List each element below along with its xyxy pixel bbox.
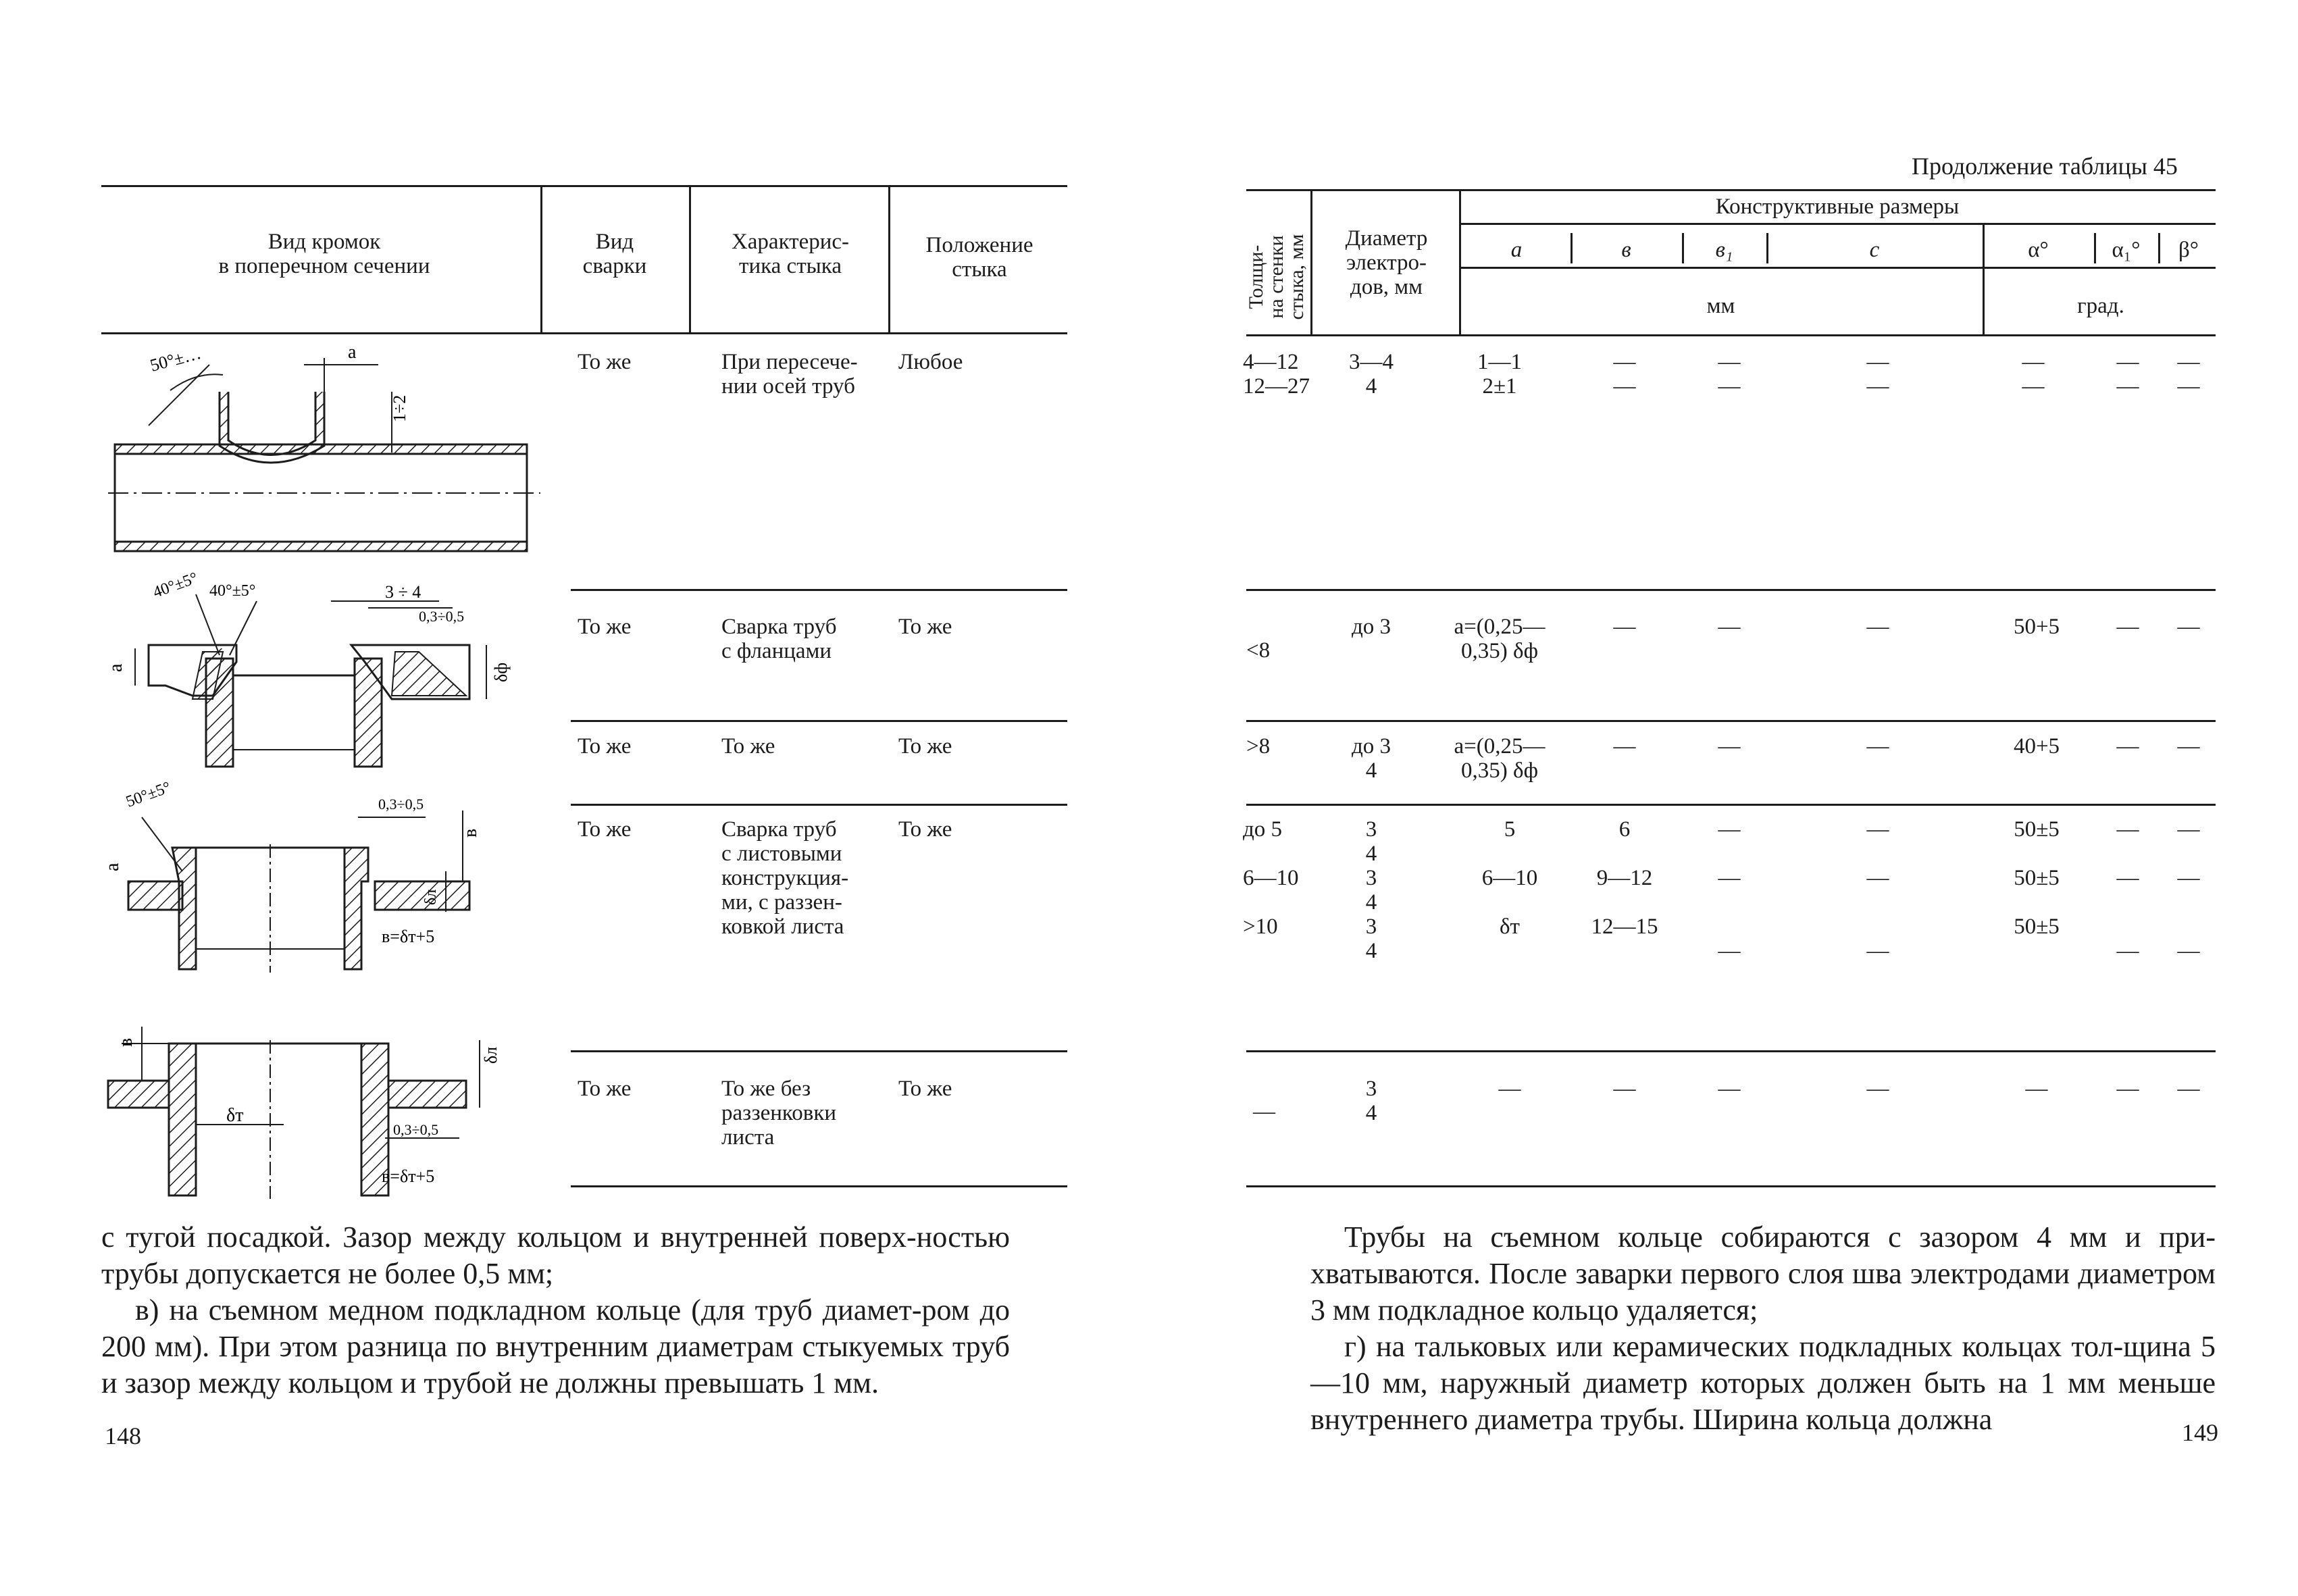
r1-v1: — —: [1718, 350, 1741, 398]
r1-c: — —: [1866, 350, 1889, 398]
r6-alpha: 50±5: [2014, 915, 2060, 939]
d3-a-label: а: [102, 863, 123, 871]
d2-dim2-label: 0,3÷0,5: [419, 608, 465, 625]
row1-weld-type: То же: [578, 350, 632, 374]
row5-joint-pos: То же: [898, 1077, 952, 1101]
right-row-sep-1: [1246, 589, 2216, 591]
right-table-header-rule: [1246, 334, 2216, 336]
left-body-text: [101, 1219, 1010, 1401]
row4-joint-pos: То же: [898, 817, 952, 842]
r3-a: а=(0,25— 0,35) δф: [1454, 734, 1546, 783]
left-row-sep-2: [571, 720, 1067, 722]
right-paragraph-2: г) на тальковых или керамических подкладных кольцах тол-щина 5—10 мм, наружный диаметр которых должен быть на 1 мм меньше внутреннего диаметра трубы. Ширина кольца должна: [1310, 1330, 2216, 1436]
d4-delta-t-label: δт: [226, 1105, 244, 1126]
left-table-top-rule: [101, 185, 1067, 187]
r7-electrode: 3 4: [1365, 1077, 1377, 1125]
r5-a: 6—10: [1481, 866, 1538, 890]
right-col-sep-3: [1983, 223, 1985, 334]
r6-electrode: 3 4: [1365, 915, 1377, 963]
d3-dim-label: 0,3÷0,5: [378, 796, 424, 813]
d4-dim-label: 0,3÷0,5: [393, 1121, 439, 1138]
left-col-sep-1: [540, 185, 542, 334]
left-page-number: 148: [105, 1422, 141, 1449]
r5-electrode: 3 4: [1365, 866, 1377, 915]
left-paragraph-2: в) на съемном медном подкладном кольце (для труб диамет-ром до 200 мм). При этом разница по внутренним диаметрам стыкуемых труб и зазор между кольцом и трубой не должны превышать 1 мм.: [101, 1293, 1010, 1399]
right-body-text: [1310, 1219, 2216, 1438]
left-row-sep-3: [571, 804, 1067, 806]
left-col-sep-2: [689, 185, 691, 334]
drawing-flange-joint: [101, 569, 540, 777]
left-row-sep-4: [571, 1050, 1067, 1052]
r6-a: δт: [1500, 915, 1520, 939]
r5-alpha: 50±5: [2014, 866, 2060, 890]
row5-weld-type: То же: [578, 1077, 632, 1101]
r2-v1: —: [1718, 615, 1741, 639]
d3-rel-label: в=δт+5: [382, 927, 435, 946]
table-caption: Продолжение таблицы 45: [1912, 153, 2178, 180]
d4-delta-l-label: δл: [481, 1046, 501, 1064]
right-row-sep-4: [1246, 1050, 2216, 1052]
r3-beta: —: [2177, 734, 2200, 758]
r2-thickness: <8: [1246, 638, 1271, 663]
r2-alpha: 50+5: [2013, 615, 2060, 639]
d2-angle1-label: 40°±5°: [151, 569, 201, 602]
right-subheader-rule-1: [1459, 223, 2216, 225]
right-table-top-rule: [1246, 189, 2216, 191]
header-mm: мм: [1706, 294, 1735, 318]
r5-alpha1: —: [2116, 866, 2139, 890]
r7-v1: —: [1718, 1077, 1741, 1101]
r5-beta: —: [2177, 866, 2200, 890]
r6-alpha1: —: [2116, 939, 2139, 963]
header-thickness: Толщи- на стенки стыка, мм: [1245, 234, 1308, 320]
row1-joint-char: При пересече- нии осей труб: [721, 350, 858, 398]
header-v: в: [1621, 238, 1631, 262]
r7-alpha: —: [2025, 1077, 2048, 1101]
right-page-number: 149: [2182, 1419, 2218, 1446]
r3-alpha: 40+5: [2013, 734, 2060, 758]
header-joint-char: Характерис- тика стыка: [731, 230, 850, 278]
r3-thickness: >8: [1246, 734, 1271, 758]
r6-c: —: [1866, 939, 1889, 963]
right-subheader-rule-2: [1459, 267, 2216, 269]
d3-v-label: в: [460, 828, 481, 838]
r4-electrode: 3 4: [1365, 817, 1377, 866]
d2-delta-label: δф: [491, 662, 511, 682]
row3-weld-type: То же: [578, 734, 632, 758]
row2-joint-char: Сварка труб с фланцами: [721, 615, 837, 663]
r2-electrode: до 3: [1351, 615, 1391, 639]
left-table-bottom-rule: [571, 1185, 1067, 1187]
header-joint-pos: Положение стыка: [925, 233, 1033, 282]
header-edge-view: Вид кромок в поперечном сечении: [218, 230, 430, 278]
r6-thickness: >10: [1243, 915, 1278, 939]
row3-joint-char: То же: [721, 734, 775, 758]
d1-gap-label: 1÷2: [390, 394, 409, 422]
header-beta: β°: [2178, 238, 2199, 262]
r1-a: 1—1 2±1: [1477, 350, 1522, 398]
right-row-sep-2: [1246, 720, 2216, 722]
header-constructive: Конструктивные размеры: [1715, 195, 1960, 219]
right-col-sep-v: [1682, 233, 1684, 263]
r6-beta: —: [2177, 939, 2200, 963]
header-electrode: Диаметр электро- дов, мм: [1345, 226, 1428, 299]
left-row-sep-1: [571, 589, 1067, 591]
r7-thickness: —: [1253, 1100, 1275, 1124]
r3-alpha1: —: [2116, 734, 2139, 758]
r4-alpha1: —: [2116, 817, 2139, 842]
r4-thickness: до 5: [1243, 817, 1283, 842]
header-weld-type: Вид сварки: [582, 230, 647, 278]
r3-c: —: [1866, 734, 1889, 758]
drawing-sheet-countersink: [101, 778, 540, 979]
left-table-header-rule: [101, 332, 1067, 334]
d3-angle-label: 50°±5°: [124, 778, 174, 811]
r4-v1: —: [1718, 817, 1741, 842]
d4-v-label: в: [116, 1037, 136, 1047]
d2-dim1-label: 3 ÷ 4: [385, 582, 422, 602]
r4-v: 6: [1618, 817, 1631, 842]
row2-joint-pos: То же: [898, 615, 952, 639]
header-grad: град.: [2077, 294, 2124, 318]
r4-beta: —: [2177, 817, 2200, 842]
d4-rel-label: в=δт+5: [382, 1166, 435, 1186]
row1-joint-pos: Любое: [898, 350, 963, 374]
r4-alpha: 50±5: [2014, 817, 2060, 842]
row2-weld-type: То же: [578, 615, 632, 639]
right-row-sep-3: [1246, 804, 2216, 806]
r5-c: —: [1866, 866, 1889, 890]
header-a: а: [1510, 238, 1523, 262]
r6-v: 12—15: [1591, 915, 1658, 939]
r7-alpha1: —: [2116, 1077, 2139, 1101]
r7-v: —: [1613, 1077, 1636, 1101]
header-c: с: [1869, 238, 1880, 262]
r7-beta: —: [2177, 1077, 2200, 1101]
row4-joint-char: Сварка труб с листовыми конструкция- ми, с раззен- ковкой листа: [721, 817, 849, 939]
right-col-sep-v1: [1766, 233, 1768, 263]
r6-v1: —: [1718, 939, 1741, 963]
d1-angle-label: 50°±…: [148, 342, 203, 376]
r5-thickness: 6—10: [1243, 866, 1299, 890]
row5-joint-char: То же без раззенковки листа: [721, 1077, 837, 1150]
r2-c: —: [1866, 615, 1889, 639]
r3-electrode: до 3 4: [1351, 734, 1391, 783]
right-col-sep-alpha: [2094, 233, 2096, 263]
drawing-branch-pipe: [108, 338, 540, 561]
r1-alpha: — —: [2022, 350, 2045, 398]
r2-alpha1: —: [2116, 615, 2139, 639]
r1-beta: — —: [2177, 350, 2200, 398]
drawing-sheet-plain: [101, 1013, 540, 1209]
r5-v1: —: [1718, 866, 1741, 890]
r7-a: —: [1498, 1077, 1521, 1101]
right-paragraph-1: Трубы на съемном кольце собираются с зазором 4 мм и при-хватываются. После заварки первого слоя шва электродами диаметром 3 мм подкладное кольцо удаляется;: [1310, 1220, 2216, 1327]
r1-alpha1: — —: [2116, 350, 2139, 398]
r3-v: —: [1613, 734, 1636, 758]
r1-electrode: 3—4 4: [1349, 350, 1394, 398]
r2-a: а=(0,25— 0,35) δф: [1454, 615, 1546, 663]
r7-c: —: [1866, 1077, 1889, 1101]
r1-thickness: 4—12 12—27: [1243, 350, 1310, 398]
r4-a: 5: [1504, 817, 1516, 842]
right-col-sep-1: [1310, 189, 1312, 334]
right-table-bottom-rule: [1246, 1185, 2216, 1187]
header-v1: в₁: [1715, 238, 1733, 262]
d2-angle2-label: 40°±5°: [209, 582, 256, 600]
d2-a-label: а: [105, 663, 126, 672]
r5-v: 9—12: [1596, 866, 1653, 890]
r2-v: —: [1613, 615, 1636, 639]
d3-delta-label: δл: [422, 889, 440, 905]
left-col-sep-3: [888, 185, 890, 334]
header-alpha1: α₁°: [2112, 238, 2141, 262]
row4-weld-type: То же: [578, 817, 632, 842]
header-alpha: α°: [2028, 238, 2049, 262]
right-col-sep-a: [1571, 233, 1573, 263]
r2-beta: —: [2177, 615, 2200, 639]
left-paragraph-1: с тугой посадкой. Зазор между кольцом и внутренней поверх-ностью трубы допускается не более 0,5 мм;: [101, 1220, 1010, 1290]
right-col-sep-alpha1: [2158, 233, 2160, 263]
row3-joint-pos: То же: [898, 734, 952, 758]
r4-c: —: [1866, 817, 1889, 842]
r3-v1: —: [1718, 734, 1741, 758]
d1-a-label: а: [348, 342, 357, 363]
r1-v: — —: [1613, 350, 1636, 398]
